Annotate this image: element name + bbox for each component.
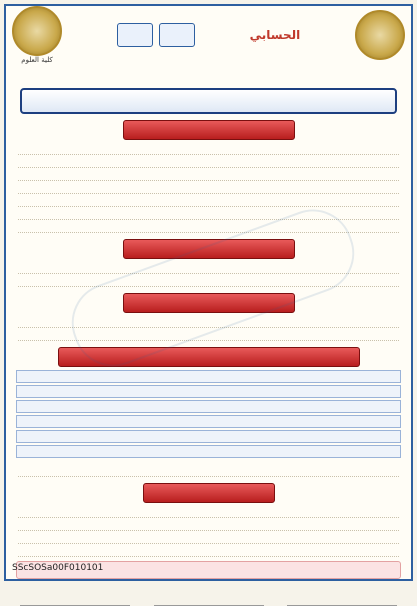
text-line	[18, 262, 399, 274]
text-line	[18, 169, 399, 181]
signature-slot	[154, 583, 264, 606]
signature-slot	[287, 583, 397, 606]
slogan	[6, 64, 411, 86]
text-line	[18, 532, 399, 544]
text-line	[18, 156, 399, 168]
poster	[4, 4, 413, 581]
table-row	[16, 385, 401, 398]
section-students	[123, 239, 295, 259]
section-schedule	[58, 347, 360, 367]
text-line	[18, 506, 399, 518]
table-row	[16, 415, 401, 428]
table-row	[16, 370, 401, 383]
section-medical	[123, 293, 295, 313]
text-line	[18, 208, 399, 220]
signatures	[20, 583, 397, 606]
text-line	[18, 329, 399, 341]
accreditation-badge	[159, 23, 195, 47]
text-line	[18, 275, 399, 287]
schedule-table	[16, 370, 401, 458]
text-line	[18, 462, 399, 477]
table-row	[16, 430, 401, 443]
department-label: الحسابي	[249, 28, 301, 42]
section-important	[143, 483, 275, 503]
college-label: كلية العلوم	[21, 56, 53, 64]
college-logo	[12, 6, 62, 56]
text-line	[18, 519, 399, 531]
table-row	[16, 400, 401, 413]
document-code: SScSOSa00F010101	[12, 563, 104, 573]
announcement-banner	[20, 88, 397, 114]
text-line	[18, 195, 399, 207]
table-row	[16, 445, 401, 458]
text-line	[18, 182, 399, 194]
accreditation-badge	[117, 23, 153, 47]
university-logo	[355, 10, 405, 60]
header	[6, 6, 411, 64]
text-line	[18, 221, 399, 233]
text-line	[18, 143, 399, 155]
section-required-docs	[123, 120, 295, 140]
signature-slot	[20, 583, 130, 606]
footer	[12, 563, 405, 577]
text-line	[18, 545, 399, 557]
accreditation-badges	[117, 23, 195, 47]
text-line	[18, 316, 399, 328]
